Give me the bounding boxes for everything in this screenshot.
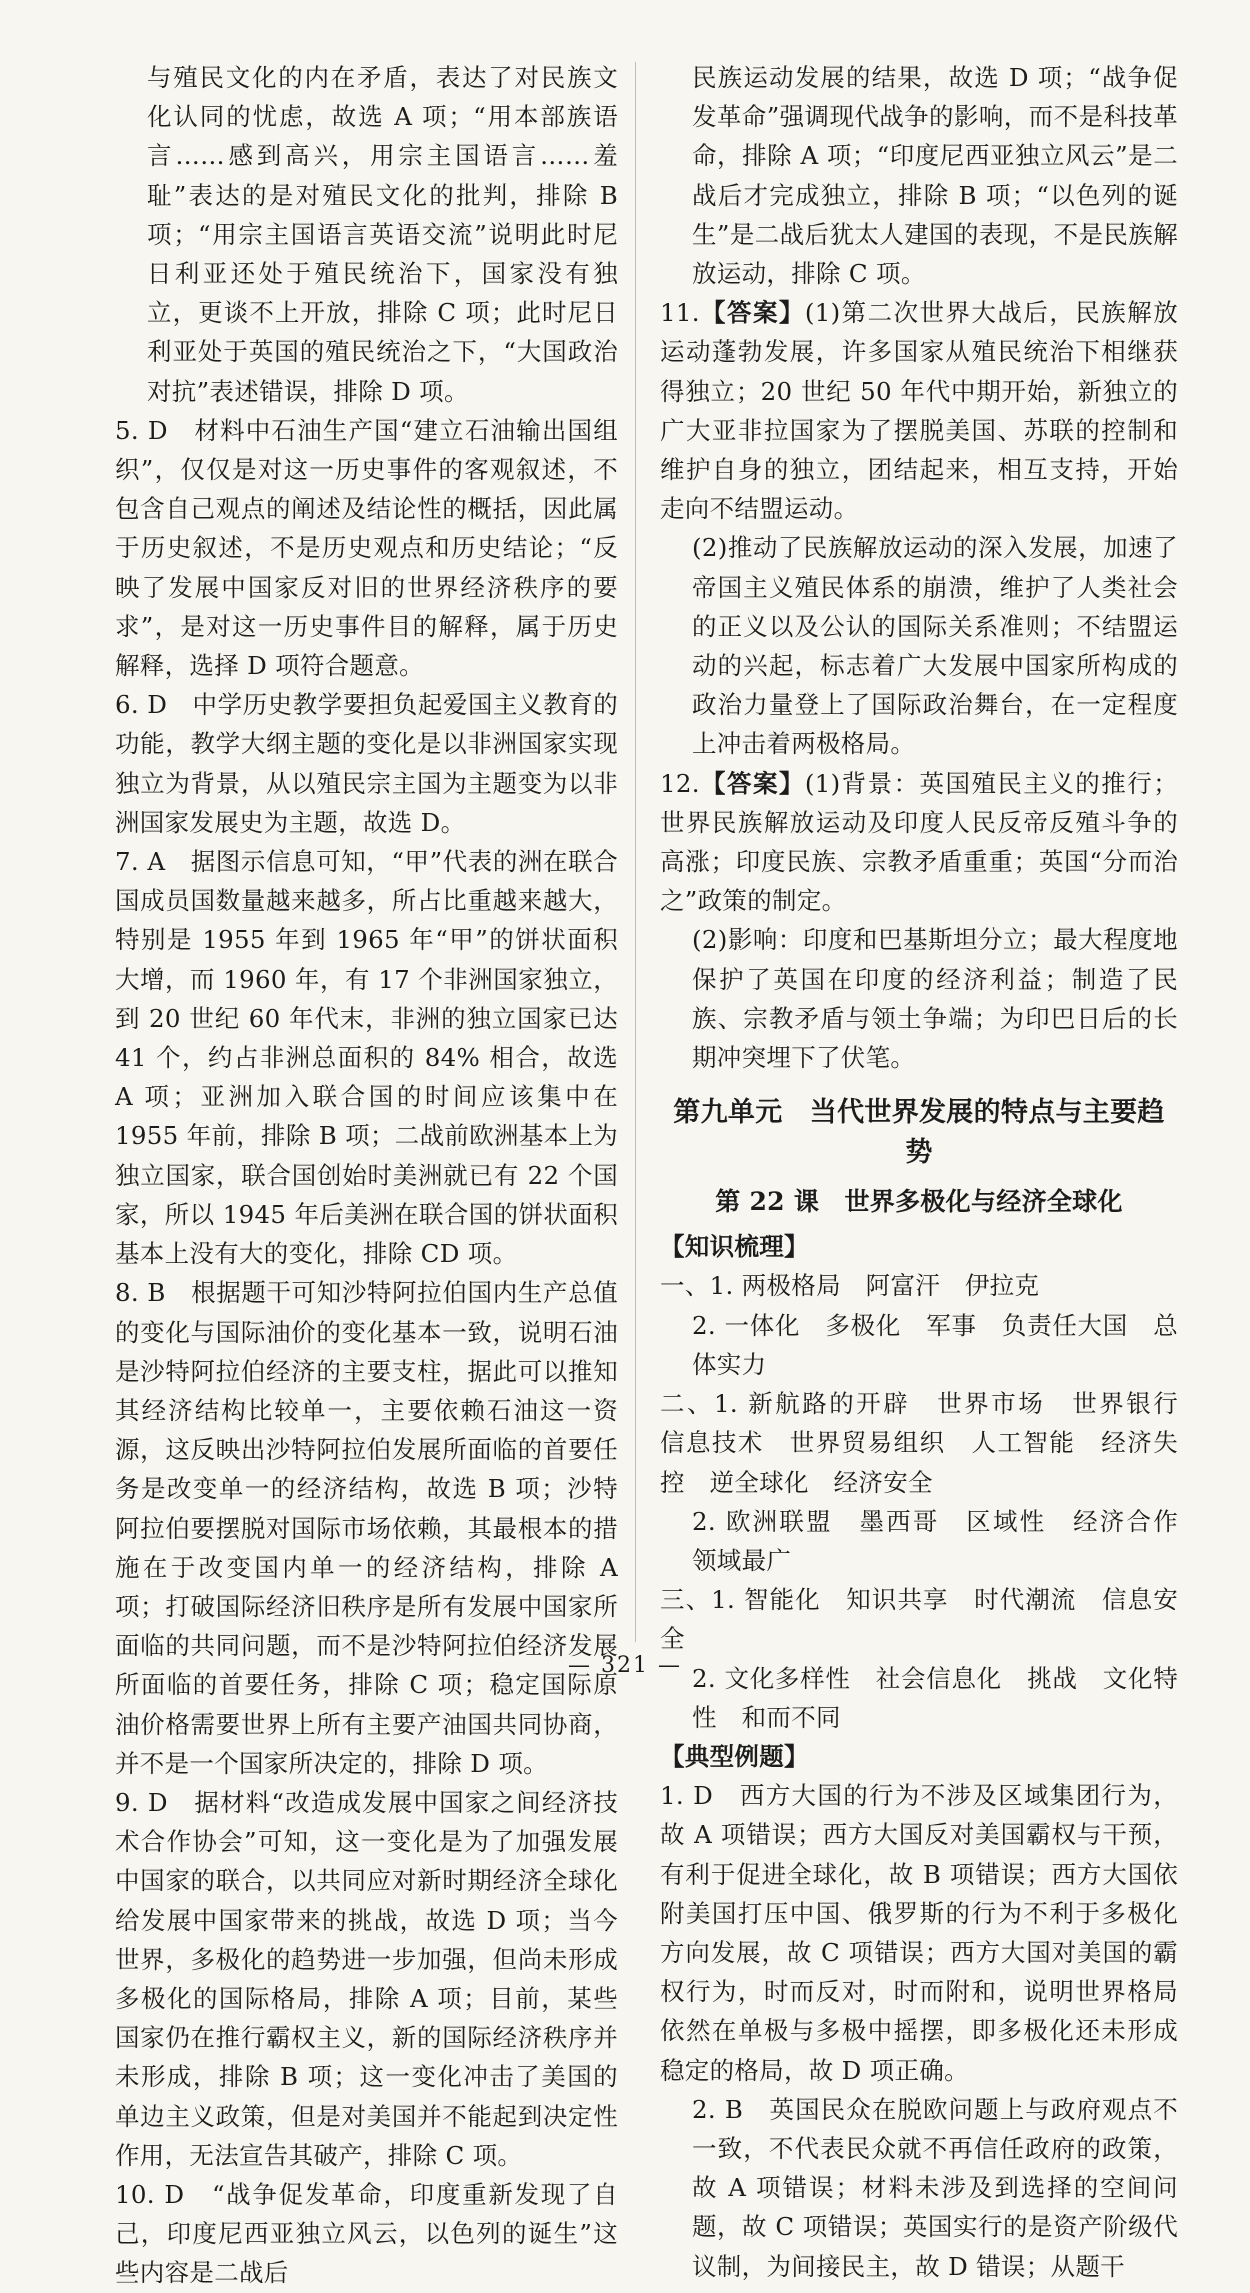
column-divider	[635, 62, 636, 1642]
example-1: 1. D 西方大国的行为不涉及区域集团行为，故 A 项错误；西方大国反对美国霸权与干预，有利于促进全球化，故 B 项错误；西方大国依附美国打压中国、俄罗斯的行为不利于多极化方向发展，故 C 项错误；西方大国对美国的霸权行为，时而反对，时而附和，说明世界格局依然在单极与多极中摇摆，即多极化还未形成稳定的格局，故 D 项正确。	[660, 1781, 1178, 2085]
left-column	[115, 58, 618, 2293]
knowledge-1-1: 一、1. 两极格局 阿富汗 伊拉克	[660, 1271, 1040, 1301]
answer-12-tag: 【答案】	[699, 768, 805, 798]
answer-7: 7. A 据图示信息可知，“甲”代表的洲在联合国成员国数量越来越多，所占比重越来越大，特别是 1955 年到 1965 年“甲”的饼状面积大增，而 1960 年，有 17 个非洲国家独立，到 20 世纪 60 年代末，非洲的独立国家已达 41 个，约占非洲总面积的 84% 相合，故选 A 项；亚洲加入联合国的时间应该集中在 1955 年前，排除 B 项；二战前欧洲基本上为独立国家，联合国创始时美洲就已有 22 个国家，所以 1945 年后美洲在联合国的饼状面积基本上没有大的变化，排除 CD 项。	[115, 847, 618, 1269]
answer-8: 8. B 根据题干可知沙特阿拉伯国内生产总值的变化与国际油价的变化基本一致，说明石油是沙特阿拉伯经济的主要支柱，据此可以推知其经济结构比较单一，主要依赖石油这一资源，这反映出沙特阿拉伯发展所面临的首要任务是改变单一的经济结构，故选 B 项；沙特阿拉伯要摆脱对国际市场依赖，其最根本的措施在于改变国内单一的经济结构，排除 A 项；打破国际经济旧秩序是所有发展中国家所面临的共同问题，而不是沙特阿拉伯经济发展所面临的首要任务，排除 C 项；稳定国际原油价格需要世界上所有主要产油国共同协商，并不是一个国家所决定的，排除 D 项。	[115, 1278, 618, 1778]
answer-12-number: 12.	[660, 768, 700, 798]
knowledge-2-1: 二、1. 新航路的开辟 世界市场 世界银行 信息技术 世界贸易组织 人工智能 经济失控 逆全球化 经济安全	[660, 1389, 1203, 1497]
answer-11-tag: 【答案】	[699, 298, 805, 328]
answer-11-part1: (1)第二次世界大战后，民族解放运动蓬勃发展，许多国家从殖民统治下相继获得独立；20 世纪 50 年代中期开始，新独立的广大亚非拉国家为了摆脱美国、苏联的控制和维护自身的独立，团结起来，相互支持，开始走向不结盟运动。	[660, 298, 1178, 524]
answer-12-part1: (1)背景：英国殖民主义的推行；世界民族解放运动及印度人民反帝反殖斗争的高涨；印度民族、宗教矛盾重重；英国“分而治之”政策的制定。	[660, 768, 1178, 916]
answer-10-continued: 民族运动发展的结果，故选 D 项；“战争促发革命”强调现代战争的影响，而不是科技革命，排除 A 项；“印度尼西亚独立风云”是二战后才完成独立，排除 B 项；“以色列的诞生”是二战后犹太人建国的表现，不是民族解放运动，排除 C 项。	[692, 63, 1178, 289]
unit-title: 第九单元 当代世界发展的特点与主要趋势	[673, 1097, 1165, 1169]
right-column	[660, 58, 1203, 2286]
knowledge-heading: 【知识梳理】	[660, 1232, 809, 1262]
lesson-title: 第 22 课 世界多极化与经济全球化	[715, 1187, 1123, 1217]
answer-9: 9. D 据材料“改造成发展中国家之间经济技术合作协会”可知，这一变化是为了加强发展中国家的联合，以共同应对新时期经济全球化给发展中国家带来的挑战，故选 D 项；当今世界，多极化的趋势进一步加强，但尚未形成多极化的国际格局，排除 A 项；目前，某些国家仍在推行霸权主义，新的国际经济秩序并未形成，排除 B 项；这一变化冲击了美国的单边主义政策，但是对美国并不能起到决定性作用，无法宣告其破产，排除 C 项。	[115, 1787, 618, 2170]
knowledge-3-2: 2. 文化多样性 社会信息化 挑战 文化特性 和而不同	[692, 1663, 1178, 1732]
example-heading: 【典型例题】	[660, 1741, 809, 1771]
answer-4-continued: 与殖民文化的内在矛盾，表达了对民族文化认同的忧虑，故选 A 项；“用本部族语言……感到高兴，用宗主国语言……羞耻”表达的是对殖民文化的批判，排除 B 项；“用宗主国语言英语交流”说明此时尼日利亚还处于殖民统治下，国家没有独立，更谈不上开放，排除 C 项；此时尼日利亚处于英国的殖民统治之下，“大国政治对抗”表述错误，排除 D 项。	[147, 63, 618, 406]
answer-5: 5. D 材料中石油生产国“建立石油输出国组织”，仅仅是对这一历史事件的客观叙述，不包含自己观点的阐述及结论性的概括，因此属于历史叙述，不是历史观点和历史结论；“反映了发展中国家反对旧的世界经济秩序的要求”，是对这一历史事件目的解释，属于历史解释，选择 D 项符合题意。	[115, 415, 618, 681]
answer-12	[660, 764, 1178, 921]
answer-6: 6. D 中学历史教学要担负起爱国主义教育的功能，教学大纲主题的变化是以非洲国家实现独立为背景，从以殖民宗主国为主题变为以非洲国家发展史为主题，故选 D。	[115, 690, 618, 837]
page-number: — 321 —	[568, 1653, 682, 1678]
answer-12-part2: (2)影响：印度和巴基斯坦分立；最大程度地保护了英国在印度的经济利益；制造了民族、宗教矛盾与领土争端；为印巴日后的长期冲突埋下了伏笔。	[692, 925, 1178, 1073]
knowledge-1-2: 2. 一体化 多极化 军事 负责任大国 总体实力	[692, 1310, 1178, 1379]
example-2: 2. B 英国民众在脱欧问题上与政府观点不一致，不代表民众就不再信任政府的政策，故 A 项错误；材料未涉及到选择的空间问题，故 C 项错误；英国实行的是资产阶级代议制，为间接民主，故 D 错误；从题干	[692, 2094, 1178, 2281]
knowledge-3-1: 三、1. 智能化 知识共享 时代潮流 信息安全	[660, 1585, 1178, 1654]
knowledge-2-2: 2. 欧洲联盟 墨西哥 区域性 经济合作 领域最广	[692, 1506, 1203, 1575]
answer-10: 10. D “战争促发革命，印度重新发现了自己，印度尼西亚独立风云，以色列的诞生”这些内容是二战后	[115, 2179, 618, 2288]
answer-11	[660, 293, 1178, 528]
answer-11-part2: (2)推动了民族解放运动的深入发展，加速了帝国主义殖民体系的崩溃，维护了人类社会的正义以及公认的国际关系准则；不结盟运动的兴起，标志着广大发展中国家所构成的政治力量登上了国际政治舞台，在一定程度上冲击着两极格局。	[692, 533, 1178, 759]
answer-11-number: 11.	[660, 298, 700, 328]
